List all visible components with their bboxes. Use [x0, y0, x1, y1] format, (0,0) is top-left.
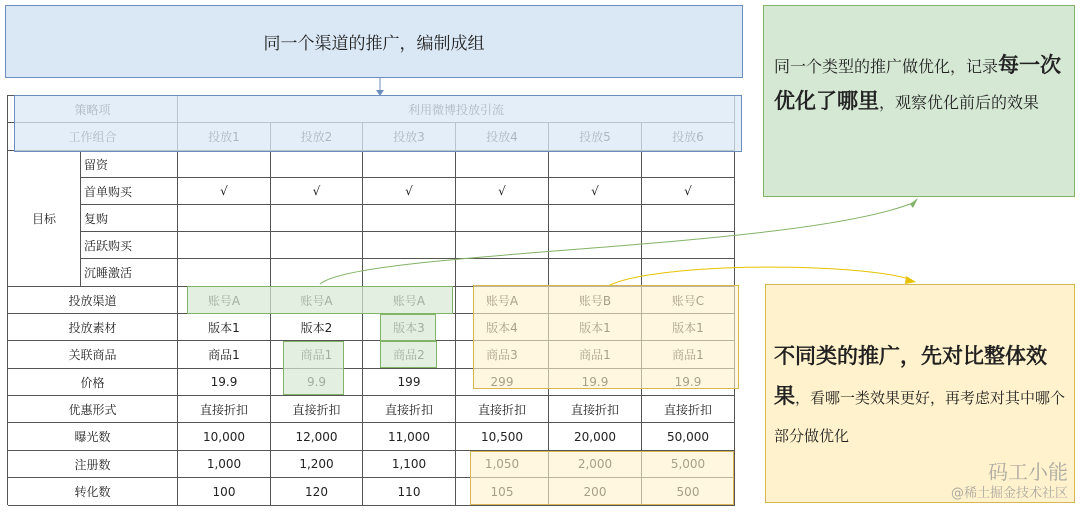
goal-cell: √ [642, 178, 735, 205]
note2-text: ，看哪一类效果更好，再考虑对其中哪个部分做优化 [774, 389, 1066, 445]
goal-item-label: 沉睡激活 [81, 259, 178, 287]
row-label: 优惠形式 [8, 396, 178, 423]
table-cell: 120 [271, 478, 363, 506]
watermark-site: @稀土掘金技术社区 [950, 486, 1068, 501]
table-cell: 直接折扣 [549, 396, 642, 423]
table-cell: 20,000 [549, 423, 642, 451]
table-cell: 10,500 [456, 423, 549, 451]
row-label: 投放素材 [8, 314, 178, 341]
table-cell: 直接折扣 [456, 396, 549, 423]
note1-emphasis: 每一次优化了哪里 [774, 53, 1062, 113]
goal-item-label: 复购 [81, 205, 178, 232]
goal-cell: √ [271, 178, 363, 205]
goal-cell: √ [456, 178, 549, 205]
row-label: 曝光数 [8, 423, 178, 451]
table-cell: 199 [363, 369, 456, 396]
table-cell: 1,100 [363, 451, 456, 478]
table-cell: 110 [363, 478, 456, 506]
watermark-name: 码工小能 [988, 460, 1068, 484]
goal-item-label: 留资 [81, 151, 178, 178]
note-optimize [763, 5, 1075, 197]
table-cell: 商品1 [178, 341, 271, 369]
row-label: 转化数 [8, 478, 178, 506]
table-cell: 50,000 [642, 423, 735, 451]
goal-cell: √ [178, 178, 271, 205]
watermark [951, 461, 1068, 505]
table-cell: 直接折扣 [363, 396, 456, 423]
table-cell: 10,000 [178, 423, 271, 451]
table-cell: 11,000 [363, 423, 456, 451]
goal-cell: √ [363, 178, 456, 205]
goal-item-label: 活跃购买 [81, 232, 178, 259]
table-cell: 100 [178, 478, 271, 506]
note2-emphasis: 不同类的推广，先对比整体效果 [774, 344, 1047, 408]
table-cell: 直接折扣 [642, 396, 735, 423]
row-label: 投放渠道 [8, 287, 178, 314]
table-cell: 1,200 [271, 451, 363, 478]
table-cell: 版本1 [178, 314, 271, 341]
row-label: 价格 [8, 369, 178, 396]
table-cell: 直接折扣 [178, 396, 271, 423]
table-cell: 19.9 [178, 369, 271, 396]
table-cell: 直接折扣 [271, 396, 363, 423]
title-box: 同一个渠道的推广，编制成组 [5, 5, 743, 78]
goal-cell: √ [549, 178, 642, 205]
note1-text-end: ，观察优化前后的效果 [879, 93, 1040, 112]
goal-item-label: 首单购买 [81, 178, 178, 205]
row-label: 关联商品 [8, 341, 178, 369]
table-cell: 版本2 [271, 314, 363, 341]
table-cell: 1,000 [178, 451, 271, 478]
goal-label: 目标 [8, 151, 81, 287]
row-label: 注册数 [8, 451, 178, 478]
table-cell: 12,000 [271, 423, 363, 451]
note1-text: 同一个类型的推广做优化，记录 [774, 57, 999, 76]
